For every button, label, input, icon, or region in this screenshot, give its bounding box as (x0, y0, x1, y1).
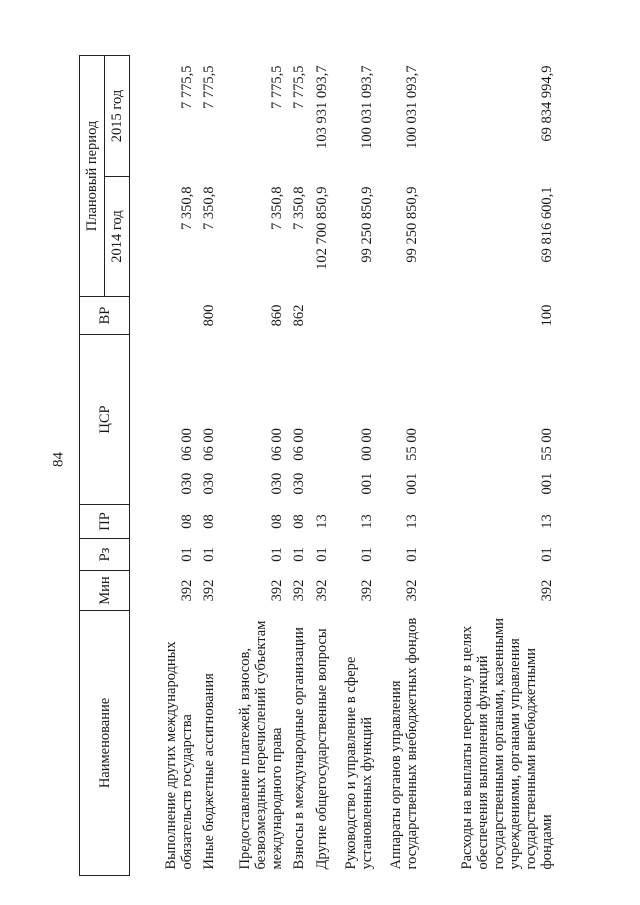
row-2014: 69 816 600,1 (539, 186, 555, 263)
row-csr-sub: 06 00 (291, 428, 308, 461)
row-csr (195, 335, 218, 505)
row-2015: 103 931 093,7 (313, 65, 330, 149)
row-vr (330, 297, 375, 335)
header-name: Наименование (80, 611, 130, 876)
row-vr (130, 297, 195, 335)
row-csr-program: 001 (358, 472, 375, 495)
row-rz: 01 (291, 547, 308, 562)
header-year-2015: 2015 год (105, 55, 130, 176)
row-csr (130, 335, 195, 505)
row-csr-sub: 06 00 (201, 428, 218, 461)
row-csr-program: 030 (268, 472, 285, 495)
row-min: 392 (358, 579, 375, 602)
row-2015: 69 834 994,9 (539, 65, 555, 142)
row-min: 392 (539, 579, 555, 602)
row-pr: 13 (403, 514, 420, 529)
row-csr-sub: 00 00 (358, 428, 375, 461)
table-row (217, 55, 285, 875)
row-rz: 01 (539, 547, 555, 562)
row-min: 392 (291, 579, 308, 602)
row-min: 392 (403, 579, 420, 602)
row-csr-sub: 06 00 (178, 428, 195, 461)
row-2014: 7 350,8 (291, 186, 308, 230)
row-csr-program: 030 (291, 472, 308, 495)
row-pr: 08 (268, 514, 285, 529)
row-2015: 7 775,5 (291, 65, 308, 109)
row-pr: 08 (291, 514, 308, 529)
table-header (80, 55, 130, 875)
row-csr-sub: 55 00 (539, 428, 555, 461)
row-name: Руководство и управление в сфере установленных функций (342, 656, 375, 870)
row-2015: 7 775,5 (178, 65, 195, 109)
row-2015: 7 775,5 (268, 65, 285, 109)
row-csr (420, 335, 555, 505)
row-csr-sub: 55 00 (403, 428, 420, 461)
row-rz: 01 (403, 547, 420, 562)
row-vr (307, 297, 330, 335)
row-pr: 13 (539, 514, 555, 529)
row-csr-program: 001 (539, 472, 555, 495)
row-csr-program: 030 (201, 472, 218, 495)
row-name: Иные бюджетные ассигнования (201, 673, 218, 870)
row-name: Другие общегосударственные вопросы (313, 628, 330, 870)
row-rz: 01 (313, 547, 330, 562)
row-2015: 7 775,5 (201, 65, 218, 109)
row-min: 392 (178, 579, 195, 602)
table-body (130, 55, 556, 875)
table-row (307, 55, 330, 875)
table-row (330, 55, 375, 875)
row-2015: 100 031 093,7 (358, 65, 375, 149)
row-rz: 01 (178, 547, 195, 562)
header-vr: ВР (80, 297, 130, 335)
table-row (130, 55, 195, 875)
row-csr (285, 335, 308, 505)
row-name: Взносы в международные организации (291, 627, 308, 870)
row-pr: 13 (313, 514, 330, 529)
row-min: 392 (201, 579, 218, 602)
table-row (195, 55, 218, 875)
row-csr (217, 335, 285, 505)
table-row (285, 55, 308, 875)
row-csr-sub: 06 00 (268, 428, 285, 461)
rotated-table-wrapper (79, 56, 555, 876)
table-row (420, 55, 555, 875)
header-rz: Рз (80, 539, 130, 571)
row-2014: 7 350,8 (178, 186, 195, 230)
table-row (375, 55, 420, 875)
row-csr-program: 001 (403, 472, 420, 495)
row-2015: 100 031 093,7 (403, 65, 420, 149)
header-year-2014: 2014 год (105, 177, 130, 297)
row-vr: 862 (291, 304, 308, 327)
row-vr: 860 (268, 304, 285, 327)
row-vr: 100 (539, 304, 555, 327)
row-rz: 01 (268, 547, 285, 562)
row-min: 392 (268, 579, 285, 602)
row-pr: 08 (178, 514, 195, 529)
row-pr: 13 (358, 514, 375, 529)
row-csr (307, 335, 330, 505)
row-name: Аппараты органов управления государственных внебюджетных фондов (387, 617, 420, 870)
header-pr: ПР (80, 505, 130, 539)
row-2014: 7 350,8 (201, 186, 218, 230)
header-csr: ЦСР (80, 335, 130, 505)
row-2014: 99 250 850,9 (403, 186, 420, 263)
page-number: 84 (50, 452, 67, 467)
row-vr (375, 297, 420, 335)
row-csr-program: 030 (178, 472, 195, 495)
row-2014: 7 350,8 (268, 186, 285, 230)
row-csr (330, 335, 375, 505)
header-min: Мин (80, 571, 130, 611)
row-2014: 102 700 850,9 (313, 186, 330, 270)
row-name: Выполнение других международных обязательств государства (162, 641, 195, 870)
header-planned-period: Плановый период (80, 55, 105, 296)
row-rz: 01 (201, 547, 218, 562)
row-min: 392 (313, 579, 330, 602)
row-name: Предоставление платежей, взносов, безвозмездных перечислений субъектам международного права (236, 620, 285, 870)
row-rz: 01 (358, 547, 375, 562)
row-name: Расходы на выплаты персоналу в целях обеспечения выполнения функций государственными органами, казенными учреждениями, органами управления государственными внебюджетными фондами (459, 617, 555, 870)
row-vr: 800 (201, 304, 218, 327)
row-csr (375, 335, 420, 505)
row-2014: 99 250 850,9 (358, 186, 375, 263)
row-pr: 08 (201, 514, 218, 529)
budget-table (79, 55, 555, 876)
